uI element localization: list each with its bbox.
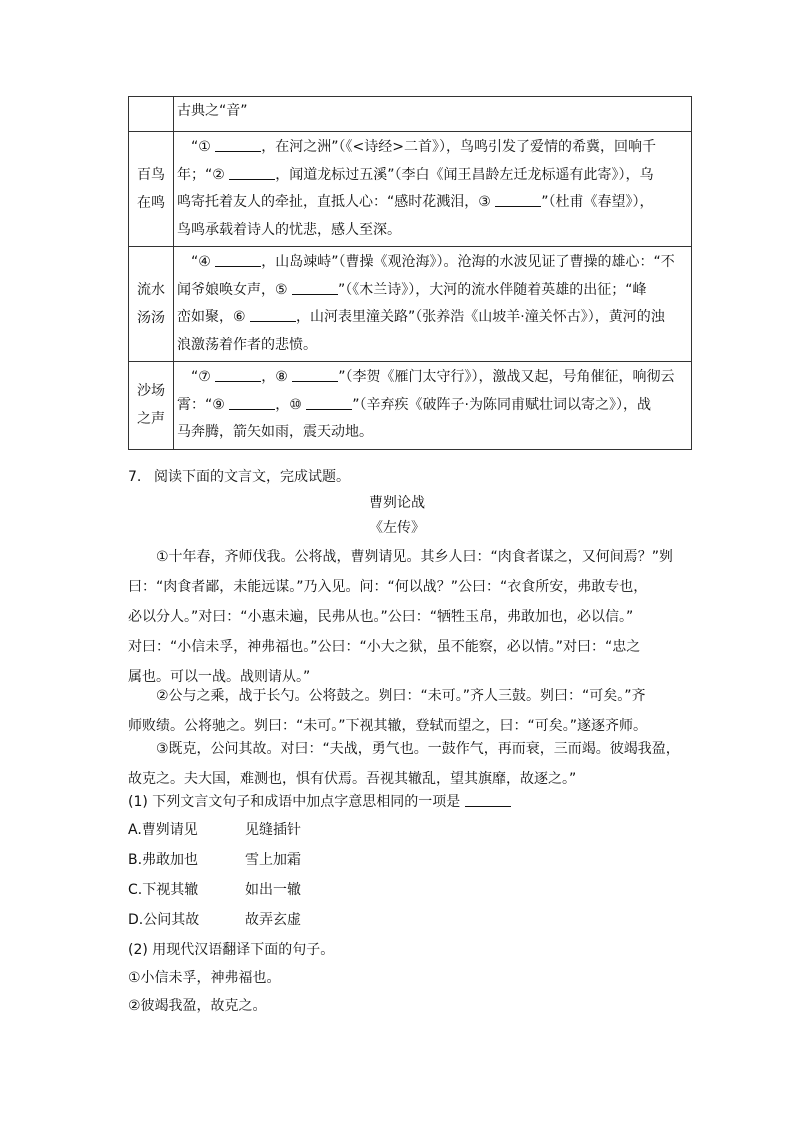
- content-line: [177, 277, 689, 305]
- content-text: ”（杜甫《春望》），: [541, 194, 654, 210]
- row-label: 百鸟 在鸣: [129, 132, 174, 247]
- answer-blank[interactable]: [215, 251, 261, 267]
- passage-line: ③既克，公问其故。对曰：“夫战，勇气也。一鼓作气，再而衰，三而竭。彼竭我盈，: [128, 741, 680, 757]
- passage-source: 《左传》: [369, 520, 425, 536]
- content-text: 闻爷娘唤女声，⑤: [177, 281, 293, 298]
- answer-blank[interactable]: [292, 279, 338, 295]
- row-label: 沙场 之声: [129, 362, 174, 450]
- answer-blank[interactable]: [229, 394, 275, 410]
- row-content: [174, 362, 692, 450]
- table-row: [129, 247, 692, 362]
- question-prompt: 阅读下面的文言文，完成试题。: [154, 469, 350, 485]
- content-line: [177, 189, 689, 217]
- question-header: [128, 465, 350, 489]
- content-line: [177, 134, 689, 162]
- answer-blank[interactable]: [465, 791, 511, 807]
- row-content: [174, 132, 692, 247]
- passage-paragraph-3: [128, 734, 694, 794]
- content-text: ，山岛竦峙”（曹操《观沧海》）。沧海的水波见证了曹操的雄心：“不: [261, 254, 675, 270]
- row-label: [129, 97, 174, 132]
- row-heading: 古典之“音”: [174, 97, 692, 132]
- option-d: D.公问其故 故弄玄虚: [128, 912, 301, 928]
- content-line: [177, 217, 689, 245]
- answer-blank[interactable]: [495, 191, 541, 207]
- answer-blank[interactable]: [250, 306, 296, 322]
- table-row: [129, 97, 692, 132]
- passage-line: ②公与之乘，战于长勺。公将鼓之。刿曰：“未可。”齐人三鼓。刿曰：“可矣。”齐: [128, 688, 646, 704]
- passage-title: 曹刿论战: [369, 495, 425, 511]
- answer-blank[interactable]: [215, 136, 261, 152]
- answer-blank[interactable]: [215, 366, 261, 382]
- content-text: 鸣寄托着友人的牵扯，直抵人心：“感时花溅泪，③: [177, 194, 496, 210]
- table-row: [129, 132, 692, 247]
- passage-line: 曰：“肉食者鄙，未能远谋。”乃入见。问：“何以战？”公曰：“衣食所安，弗敢专也，: [128, 579, 648, 595]
- passage-line: 属也。可以一战。战则请从。”: [128, 669, 311, 685]
- content-line: [177, 392, 689, 420]
- content-line: [177, 304, 689, 332]
- passage-line: ①十年春，齐师伐我。公将战，曹刿请见。其乡人曰：“肉食者谋之，又何间焉？”刿: [128, 549, 674, 565]
- content-line: [177, 364, 689, 392]
- content-text: 峦如聚，⑥: [177, 309, 251, 325]
- content-text: “⑦: [177, 369, 216, 385]
- table-row: [129, 362, 692, 450]
- content-line: [177, 249, 689, 277]
- content-line: [177, 419, 689, 447]
- content-text: ，在河之洲”（《<诗经>二首》），鸟鸣引发了爱情的希冀，回响千: [261, 139, 656, 155]
- passage-line: 师败绩。公将驰之。刿曰：“未可。”下视其辙，登轼而望之，曰：“可矣。”遂逐齐师。: [128, 718, 648, 734]
- subquestion-2: (2) 用现代汉语翻译下面的句子。: [128, 942, 335, 958]
- subquestion-1: (1) 下列文言文句子和成语中加点字意思相同的一项是: [128, 790, 511, 814]
- content-line: [177, 332, 689, 360]
- poetry-fill-table: [128, 96, 692, 450]
- passage-line: 对曰：“小信未孚，神弗福也。”公曰：“小大之狱，虽不能察，必以情。”对曰：“忠之: [128, 639, 641, 655]
- passage-line: 故克之。夫大国，难测也，惧有伏焉。吾视其辙乱，望其旗靡，故逐之。”: [128, 771, 577, 787]
- content-line: [177, 162, 689, 190]
- answer-blank[interactable]: [306, 394, 352, 410]
- content-text: 鸟鸣承载着诗人的忧悲，感人至深。: [177, 221, 401, 238]
- answer-blank[interactable]: [229, 164, 275, 180]
- answer-blank[interactable]: [292, 366, 338, 382]
- question-number: 7.: [128, 469, 142, 485]
- row-label: 流水 汤汤: [129, 247, 174, 362]
- content-text: “①: [177, 139, 216, 155]
- option-c: C.下视其辙 如出一辙: [128, 882, 301, 898]
- translate-sentence-1: ①小信未孚，神弗福也。: [128, 970, 281, 986]
- content-text: “④: [177, 254, 216, 270]
- option-a: A.曹刿请见 见缝插针: [128, 822, 301, 838]
- content-text: ，⑩: [275, 396, 307, 413]
- passage-paragraph-2: [128, 681, 694, 741]
- content-text: 霄：“⑨: [177, 396, 230, 413]
- passage-line: 必以分人。”对曰：“小惠未遍，民弗从也。”公曰：“牺牲玉帛，弗敢加也，必以信。”: [128, 609, 634, 625]
- content-text: ，⑧: [261, 369, 293, 385]
- content-text: ”（李贺《雁门太守行》），激战又起，号角催征，响彻云: [338, 369, 675, 385]
- content-text: 马奔腾，箭矢如雨，震天动地。: [177, 424, 373, 440]
- content-text: ，闻道龙标过五溪”（李白《闻王昌龄左迁龙标遥有此寄》），乌: [275, 166, 654, 183]
- content-text: ”（《木兰诗》），大河的流水伴随着英雄的出征；“峰: [338, 281, 647, 298]
- option-b: B.弗敢加也 雪上加霜: [128, 852, 301, 868]
- passage-paragraph-1: [128, 542, 694, 692]
- content-text: 浪激荡着作者的悲愤。: [177, 336, 317, 353]
- content-text: ，山河表里潼关路”（张养浩《山坡羊·潼关怀古》），黄河的浊: [296, 309, 665, 325]
- translate-sentence-2: ②彼竭我盈，故克之。: [128, 998, 267, 1014]
- content-text: 年；“②: [177, 166, 230, 183]
- content-text: ”（辛弃疾《破阵子·为陈同甫赋壮词以寄之》），战: [352, 396, 651, 413]
- row-content: [174, 247, 692, 362]
